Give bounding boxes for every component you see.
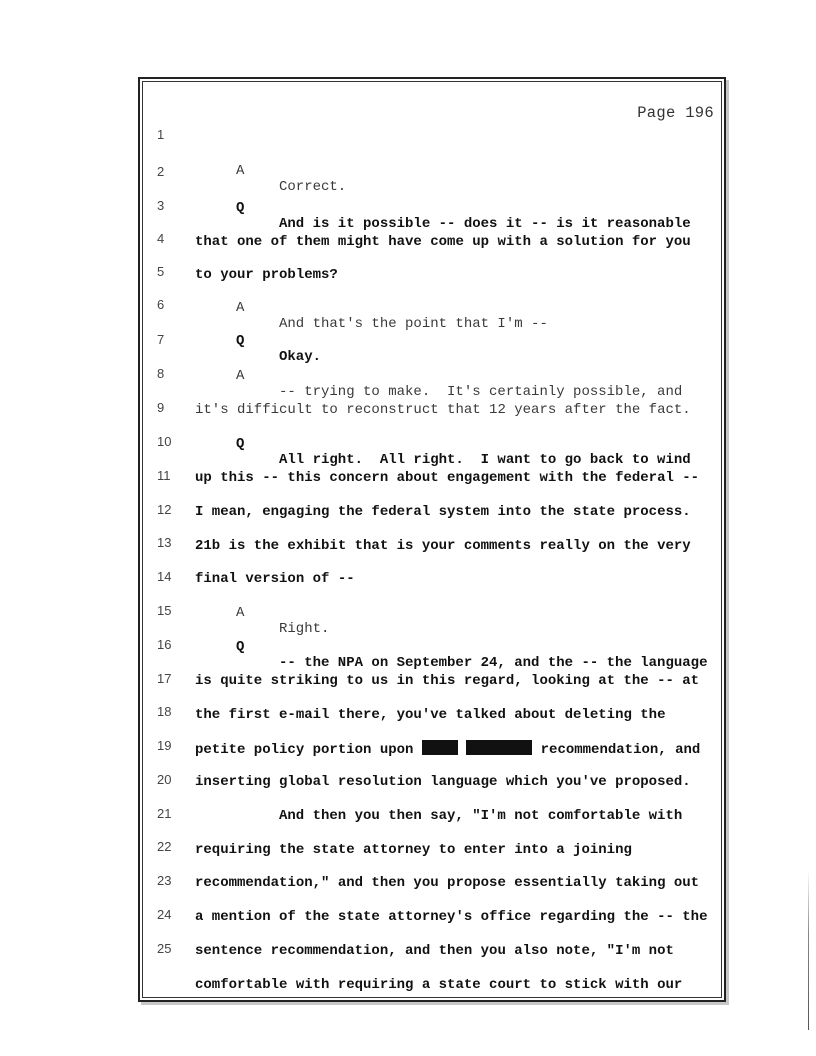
line-number: 20 bbox=[157, 772, 172, 787]
line-number: 16 bbox=[157, 637, 172, 652]
line-text: recommendation," and then you propose essentially taking out bbox=[195, 875, 700, 891]
line-number: 6 bbox=[157, 297, 165, 312]
line-number: 10 bbox=[157, 434, 172, 449]
line-text: inserting global resolution language which you've proposed. bbox=[195, 774, 691, 790]
line-text: Right. bbox=[279, 621, 330, 637]
line-number: 7 bbox=[157, 332, 165, 347]
line-number: 24 bbox=[157, 907, 172, 922]
line-text: Correct. bbox=[279, 179, 347, 195]
speaker-label: A bbox=[236, 300, 245, 316]
transcript-line bbox=[0, 164, 816, 232]
speaker-label: Q bbox=[236, 333, 245, 349]
line-number: 21 bbox=[157, 806, 172, 821]
transcript-line bbox=[0, 231, 816, 283]
line-text: up this -- this concern about engagement with the federal -- bbox=[195, 470, 700, 486]
line-text: comfortable with requiring a state court to stick with our bbox=[195, 977, 683, 993]
line-number: 18 bbox=[157, 704, 172, 719]
line-text: it's difficult to reconstruct that 12 years after the fact. bbox=[195, 402, 691, 418]
line-number: 9 bbox=[157, 400, 165, 415]
line-number: 19 bbox=[157, 738, 172, 753]
line-number: 1 bbox=[157, 127, 165, 142]
line-text: that one of them might have come up with a solution for you bbox=[195, 234, 691, 250]
line-text: requiring the state attorney to enter into a joining bbox=[195, 842, 632, 858]
transcript-line bbox=[0, 264, 816, 332]
line-number: 15 bbox=[157, 603, 172, 618]
line-text: And then you then say, "I'm not comfortable with bbox=[279, 808, 683, 824]
line-number: 12 bbox=[157, 502, 172, 517]
line-number: 25 bbox=[157, 941, 172, 956]
line-text: All right. All right. I want to go back to wind bbox=[279, 452, 691, 468]
line-text: is quite striking to us in this regard, looking at the -- at bbox=[195, 673, 700, 689]
line-text: -- the NPA on September 24, and the -- the language bbox=[279, 655, 708, 671]
transcript-line bbox=[0, 127, 816, 195]
line-number: 23 bbox=[157, 873, 172, 888]
speaker-label: A bbox=[236, 605, 245, 621]
page-number-header: Page 196 bbox=[637, 104, 714, 122]
line-number: 22 bbox=[157, 839, 172, 854]
line-text: final version of -- bbox=[195, 571, 355, 587]
line-text: to your problems? bbox=[195, 267, 338, 283]
line-text: -- trying to make. It's certainly possible, and bbox=[279, 384, 683, 400]
transcript-line bbox=[0, 941, 816, 993]
line-number: 4 bbox=[157, 231, 165, 246]
line-number: 5 bbox=[157, 264, 165, 279]
line-number: 17 bbox=[157, 671, 172, 686]
line-number: 2 bbox=[157, 164, 165, 179]
line-number: 13 bbox=[157, 535, 172, 550]
line-text: the first e-mail there, you've talked about deleting the bbox=[195, 707, 666, 723]
line-text-before-redaction: petite policy portion upon bbox=[195, 742, 422, 758]
speaker-label: A bbox=[236, 368, 245, 384]
speaker-label: Q bbox=[236, 639, 245, 655]
speaker-label: A bbox=[236, 163, 245, 179]
line-text-after-redaction: recommendation, and bbox=[532, 742, 701, 758]
line-number: 8 bbox=[157, 366, 165, 381]
line-text: I mean, engaging the federal system into the state process. bbox=[195, 504, 691, 520]
line-text: Okay. bbox=[279, 349, 322, 365]
line-text: And is it possible -- does it -- is it reasonable bbox=[279, 216, 691, 232]
line-number: 11 bbox=[157, 468, 171, 483]
scan-edge-line bbox=[808, 870, 809, 1030]
line-text: a mention of the state attorney's office regarding the -- the bbox=[195, 909, 708, 925]
speaker-label: Q bbox=[236, 436, 245, 452]
line-number: 3 bbox=[157, 198, 165, 213]
line-text: 21b is the exhibit that is your comments really on the very bbox=[195, 538, 691, 554]
line-text: sentence recommendation, and then you also note, "I'm not bbox=[195, 943, 674, 959]
line-number: 14 bbox=[157, 569, 172, 584]
line-text: And that's the point that I'm -- bbox=[279, 316, 548, 332]
speaker-label: Q bbox=[236, 200, 245, 216]
